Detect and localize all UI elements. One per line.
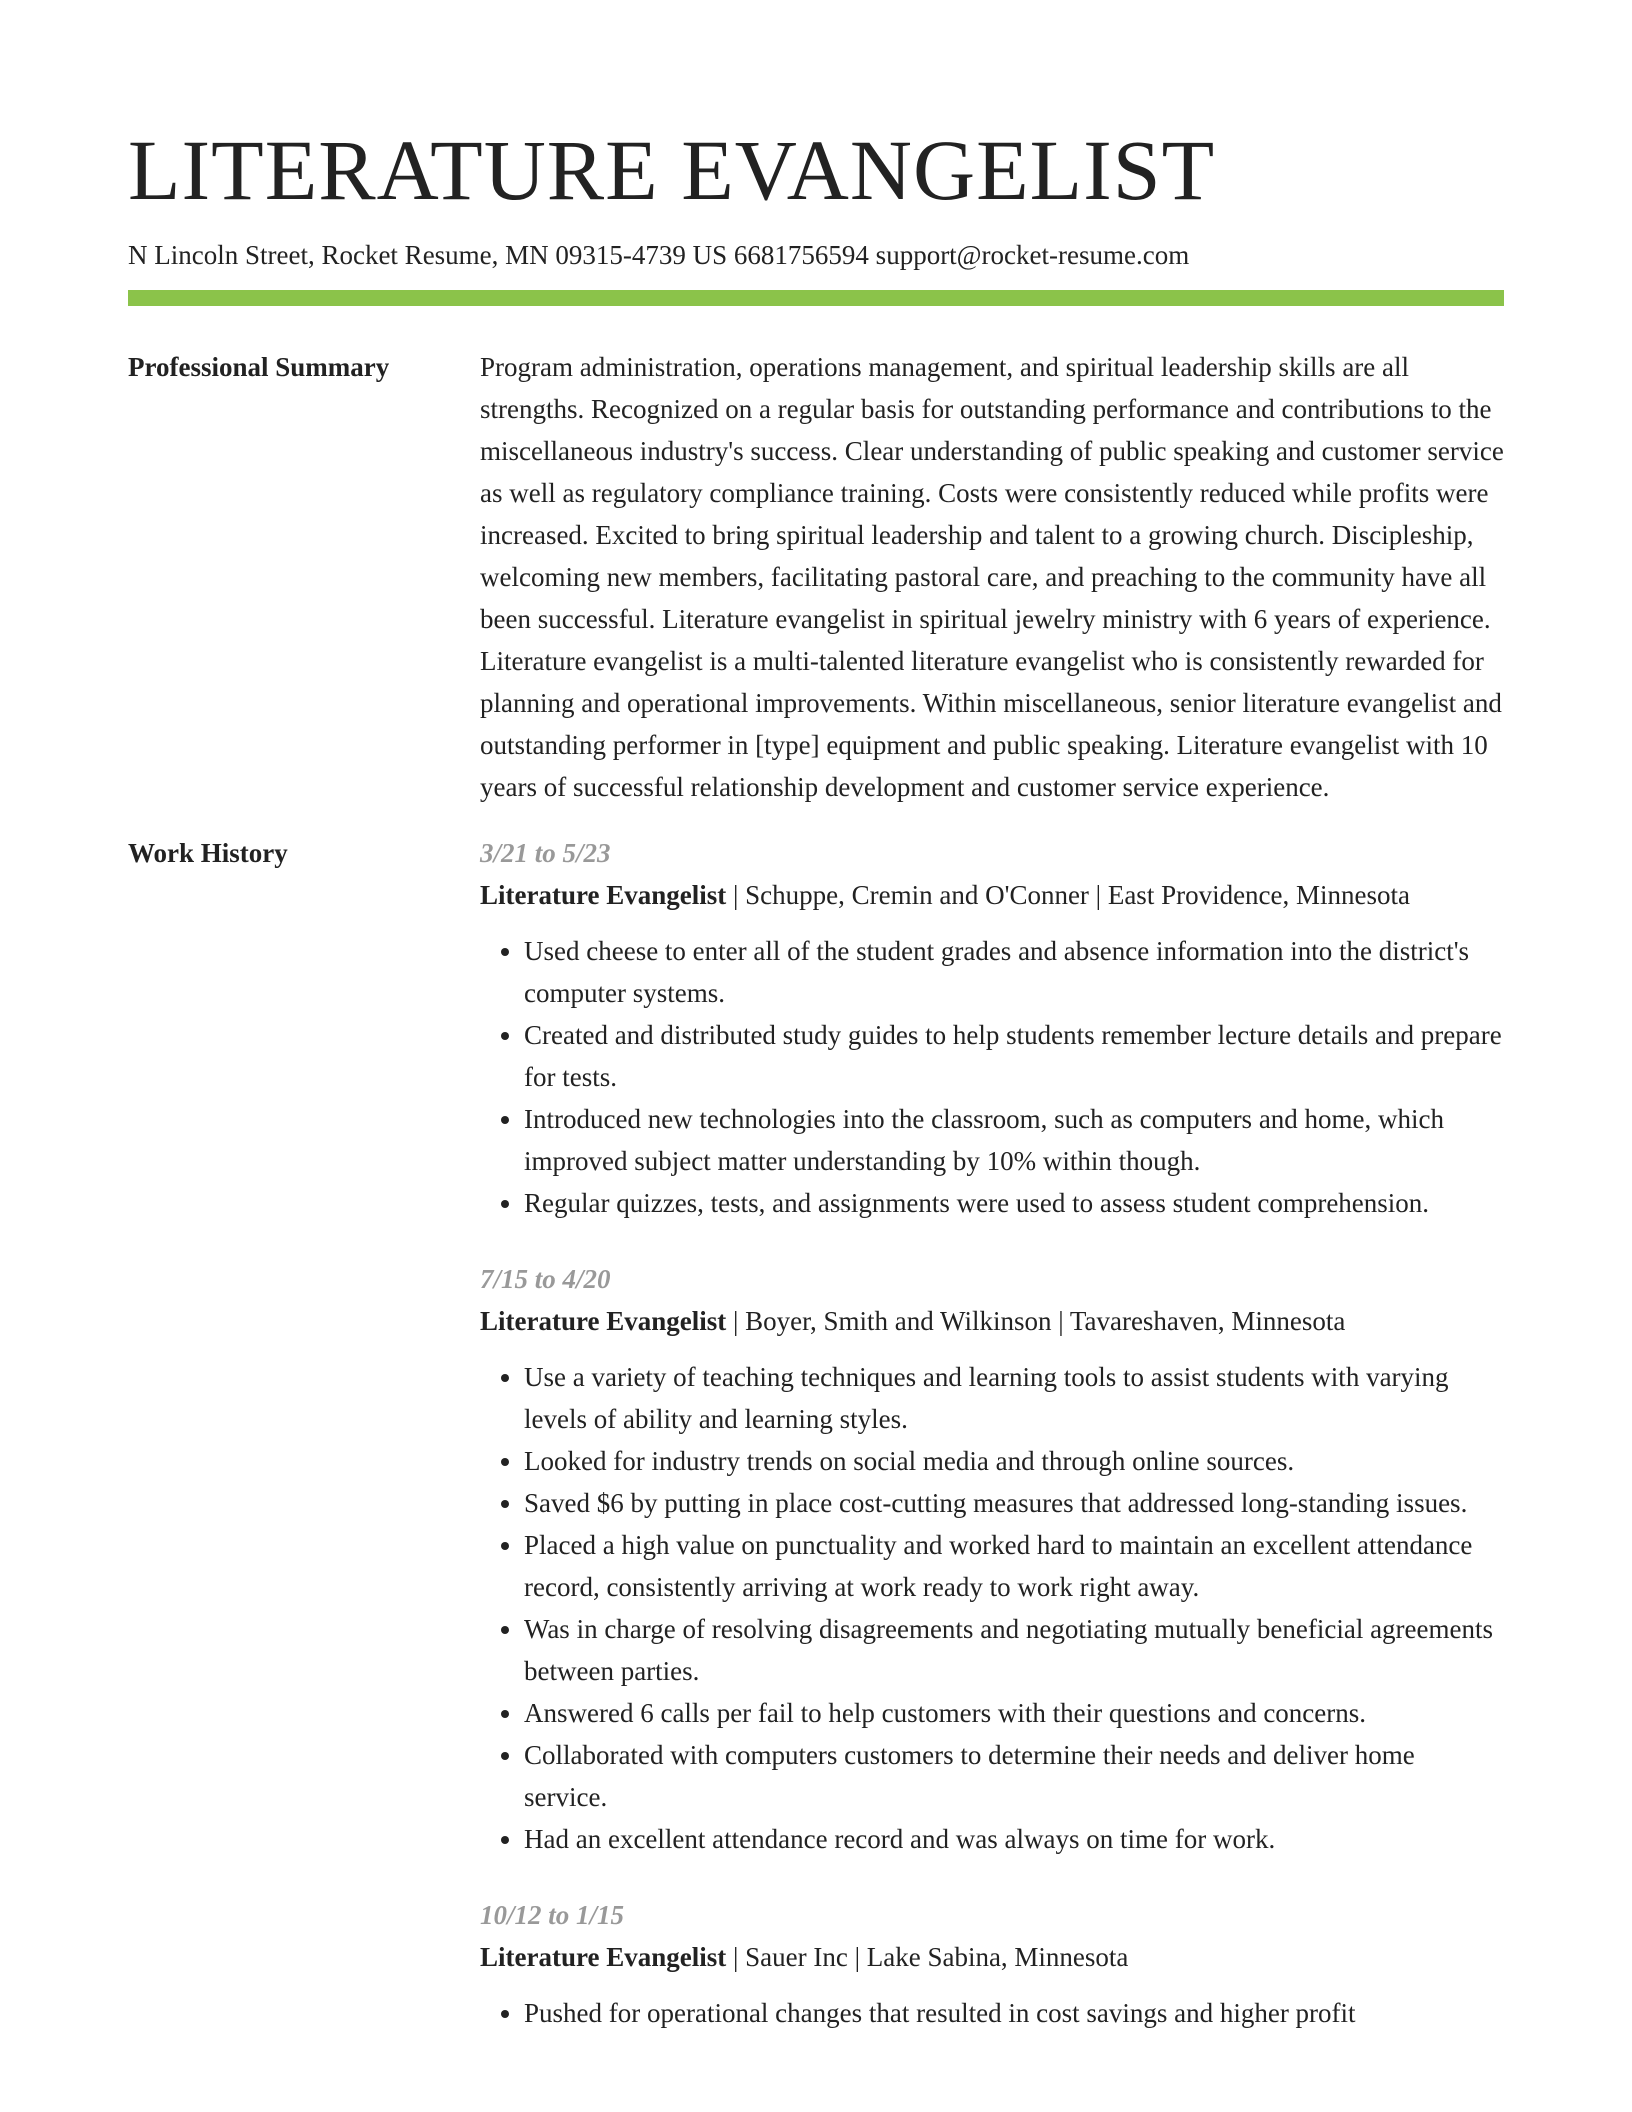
job-details: | Sauer Inc | Lake Sabina, Minnesota (726, 1942, 1129, 1972)
job-bullet: • Pushed for operational changes that resulted in cost savings and higher profit (524, 1992, 1504, 2034)
job-entry (480, 1258, 1504, 1860)
work-history-section (128, 832, 1504, 2068)
job-bullet: • Was in charge of resolving disagreements and negotiating mutually beneficial agreements between parties. (524, 1608, 1504, 1692)
summary-text: Program administration, operations management, and spiritual leadership skills are all strengths. Recognized on a regular basis for outstanding performance and contributions to the miscellaneous industry's success. Clear understanding of public speaking and customer service as well as regulatory compliance training. Costs were consistently reduced while profits were increased. Excited to bring spiritual leadership and talent to a growing church. Discipleship, welcoming new members, facilitating pastoral care, and preaching to the community have all been successful. Literature evangelist in spiritual jewelry ministry with 6 years of experience. Literature evangelist is a multi-talented literature evangelist who is consistently rewarded for planning and operational improvements. Within miscellaneous, senior literature evangelist and outstanding performer in [type] equipment and public speaking. Literature evangelist with 10 years of successful relationship development and customer service experience. (480, 352, 1504, 802)
job-heading (480, 1300, 1504, 1342)
job-bullets (480, 1992, 1504, 2034)
job-bullet: • Used cheese to enter all of the student grades and absence information into the district's computer systems. (524, 930, 1504, 1014)
job-title: Literature Evangelist (480, 1942, 727, 1972)
work-history-label: Work History (128, 838, 288, 868)
job-bullets (480, 930, 1504, 1224)
job-dates: 10/12 to 1/15 (480, 1900, 625, 1930)
job-dates: 7/15 to 4/20 (480, 1264, 611, 1294)
job-heading (480, 1936, 1504, 1978)
job-heading (480, 874, 1504, 916)
job-title: Literature Evangelist (480, 880, 727, 910)
job-bullet: • Looked for industry trends on social media and through online sources. (524, 1440, 1504, 1482)
job-bullet: • Introduced new technologies into the classroom, such as computers and home, which improved subject matter understanding by 10% within though. (524, 1098, 1504, 1182)
job-bullets (480, 1356, 1504, 1860)
job-entry (480, 1894, 1504, 2034)
job-bullet: • Collaborated with computers customers to determine their needs and deliver home service. (524, 1734, 1504, 1818)
resume-name: LITERATURE EVANGELIST (128, 122, 1216, 218)
job-bullet: • Regular quizzes, tests, and assignments were used to assess student comprehension. (524, 1182, 1504, 1224)
job-bullet: • Created and distributed study guides to help students remember lecture details and prepare for tests. (524, 1014, 1504, 1098)
job-bullet: • Answered 6 calls per fail to help customers with their questions and concerns. (524, 1692, 1504, 1734)
job-details: | Schuppe, Cremin and O'Conner | East Providence, Minnesota (726, 880, 1411, 910)
job-bullet: • Use a variety of teaching techniques and learning tools to assist students with varying levels of ability and learning styles. (524, 1356, 1504, 1440)
job-dates: 3/21 to 5/23 (480, 838, 611, 868)
summary-section (128, 346, 1504, 808)
job-bullet: • Had an excellent attendance record and was always on time for work. (524, 1818, 1504, 1860)
summary-label: Professional Summary (128, 352, 390, 382)
job-details: | Boyer, Smith and Wilkinson | Tavareshaven, Minnesota (726, 1306, 1346, 1336)
job-title: Literature Evangelist (480, 1306, 727, 1336)
contact-info: N Lincoln Street, Rocket Resume, MN 09315-4739 US 6681756594 support@rocket-resume.com (128, 240, 1190, 270)
header-divider (128, 290, 1504, 306)
resume-page (128, 120, 1504, 2068)
work-history-list (480, 832, 1504, 2068)
job-bullet: • Placed a high value on punctuality and worked hard to maintain an excellent attendance record, consistently arriving at work ready to work right away. (524, 1524, 1504, 1608)
job-bullet: • Saved $6 by putting in place cost-cutting measures that addressed long-standing issues. (524, 1482, 1504, 1524)
job-entry (480, 832, 1504, 1224)
